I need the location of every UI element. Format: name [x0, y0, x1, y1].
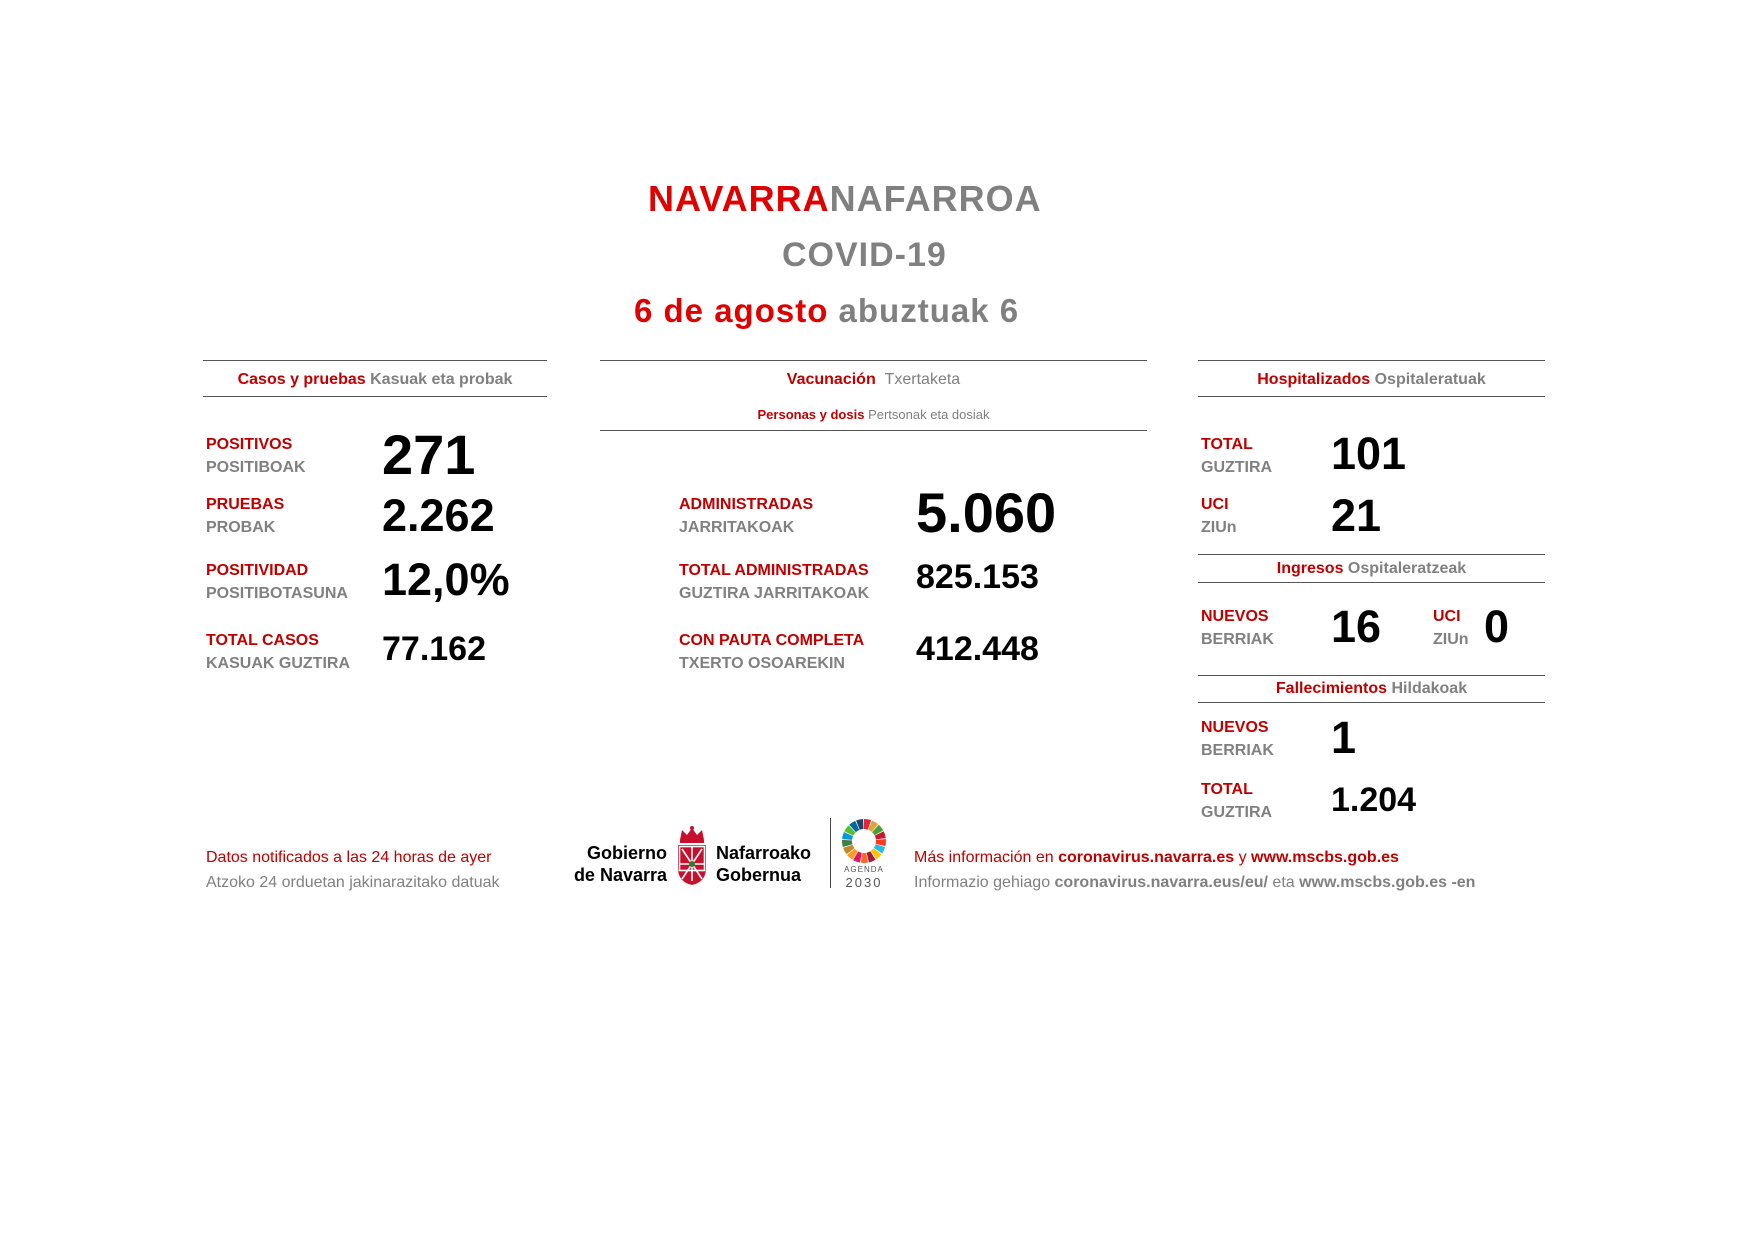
navarra-coat-of-arms-icon — [675, 826, 709, 886]
positividad-value: 12,0% — [382, 554, 510, 605]
fallecimientos-heading: Fallecimientos Hildakoak — [1275, 680, 1468, 697]
logo-text-eu: Nafarroako Gobernua — [716, 843, 812, 885]
logo-divider — [830, 818, 831, 888]
deaths-total-label: TOTAL GUZTIRA — [1201, 781, 1273, 821]
info-eu: Informazio gehiago coronavirus.navarra.eus/eu/ eta www.mscbs.gob.es -en — [914, 874, 1476, 891]
logo-text-es: Gobierno de Navarra — [573, 843, 667, 885]
divider — [1198, 702, 1545, 703]
hosp-uci-value: 21 — [1331, 490, 1382, 541]
total-administradas-value: 825.153 — [916, 558, 1039, 596]
divider — [203, 396, 547, 397]
divider — [1198, 360, 1545, 361]
deaths-nuevos-value: 1 — [1331, 712, 1357, 763]
ingresos-nuevos-label: NUEVOS BERRIAK — [1201, 608, 1274, 648]
hosp-total-label: TOTAL GUZTIRA — [1201, 436, 1273, 476]
title-nafarroa: NAFARROA — [829, 178, 1042, 219]
total-casos-value: 77.162 — [382, 630, 486, 668]
pruebas-value: 2.262 — [382, 490, 495, 541]
hosp-total-value: 101 — [1331, 428, 1407, 479]
divider — [1198, 582, 1545, 583]
agenda-2030-label: AGENDA 2030 — [844, 865, 884, 890]
divider — [203, 360, 547, 361]
title-covid: COVID-19 — [782, 236, 947, 274]
deaths-total-value: 1.204 — [1331, 781, 1417, 819]
ingresos-uci-label: UCI ZIUn — [1433, 608, 1469, 648]
date-es: 6 de agosto — [634, 292, 829, 329]
ingresos-heading: Ingresos Ospitaleratzeak — [1276, 560, 1467, 577]
positivos-value: 271 — [382, 423, 476, 486]
info-es: Más información en coronavirus.navarra.es y www.mscbs.gob.es — [914, 849, 1399, 866]
total-casos-label: TOTAL CASOS KASUAK GUZTIRA — [206, 632, 350, 672]
deaths-nuevos-label: NUEVOS BERRIAK — [1201, 719, 1274, 759]
footer-info — [914, 845, 1475, 895]
divider — [1198, 675, 1545, 676]
agenda-2030-wheel-icon — [841, 818, 887, 864]
date-eu: abuztuak 6 — [838, 292, 1020, 329]
administradas-value: 5.060 — [916, 481, 1057, 544]
note-es: Datos notificados a las 24 horas de ayer — [206, 849, 492, 866]
pruebas-label: PRUEBAS PROBAK — [206, 496, 285, 536]
title-navarra: NAVARRA — [648, 178, 830, 219]
hospital-heading: Hospitalizados Ospitaleratuak — [1257, 371, 1486, 388]
sdg-segment — [861, 853, 868, 863]
divider — [1198, 554, 1545, 555]
link-mscbs-eu[interactable]: www.mscbs.gob.es -en — [1299, 874, 1476, 891]
divider — [600, 360, 1147, 361]
report-date — [634, 292, 1019, 330]
pauta-completa-label: CON PAUTA COMPLETA TXERTO OSOAREKIN — [679, 632, 865, 672]
ingresos-nuevos-value: 16 — [1331, 601, 1382, 652]
divider — [600, 430, 1147, 431]
cases-heading: Casos y pruebas Kasuak eta probak — [237, 371, 513, 388]
divider — [1198, 396, 1545, 397]
hosp-uci-label: UCI ZIUn — [1201, 496, 1237, 536]
administradas-label: ADMINISTRADAS JARRITAKOAK — [679, 496, 814, 536]
positivos-label: POSITIVOS POSITIBOAK — [206, 436, 306, 476]
note-eu: Atzoko 24 orduetan jakinarazitako datuak — [206, 874, 500, 891]
pauta-completa-value: 412.448 — [916, 630, 1039, 668]
page-title — [648, 178, 1042, 220]
link-coronavirus-navarra-eus[interactable]: coronavirus.navarra.eus/eu/ — [1054, 874, 1268, 891]
link-coronavirus-navarra-es[interactable]: coronavirus.navarra.es — [1058, 849, 1235, 866]
link-mscbs-es[interactable]: www.mscbs.gob.es — [1251, 849, 1399, 866]
vaccination-heading: Vacunación Txertaketa — [786, 371, 961, 388]
total-administradas-label: TOTAL ADMINISTRADAS GUZTIRA JARRITAKOAK — [679, 562, 870, 602]
footer-note — [206, 845, 500, 895]
positividad-label: POSITIVIDAD POSITIBOTASUNA — [206, 562, 348, 602]
ingresos-uci-value: 0 — [1484, 601, 1510, 652]
vaccination-subheading: Personas y dosis Pertsonak eta dosiak — [757, 407, 990, 422]
